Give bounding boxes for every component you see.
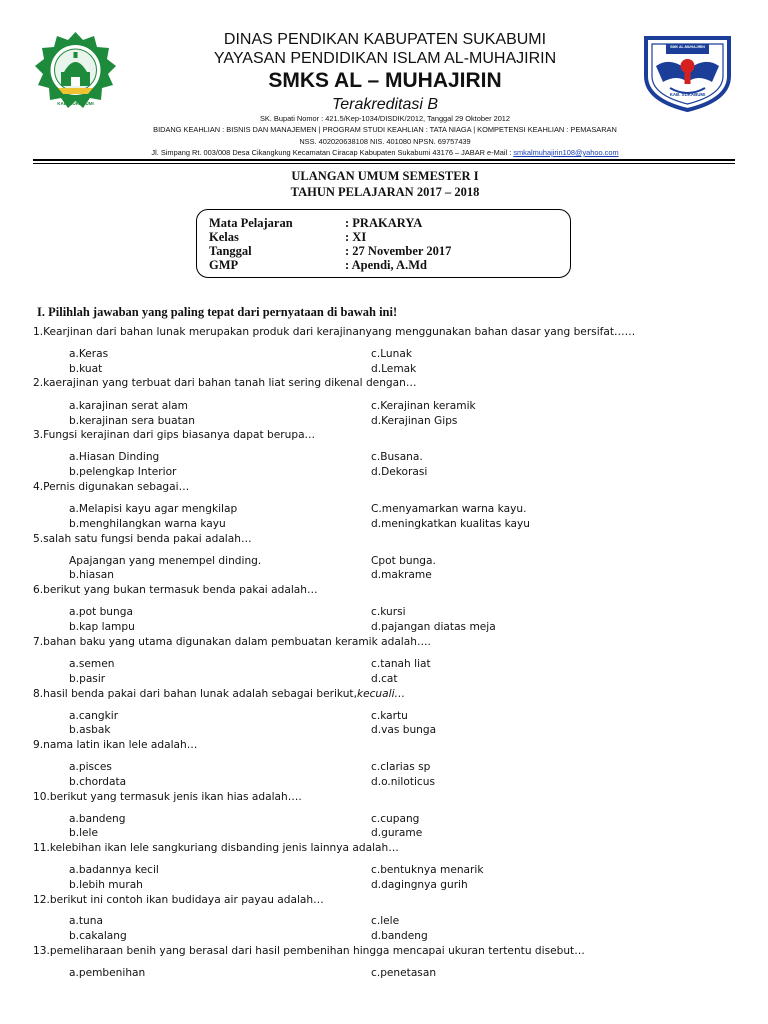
question-text: 7.bahan baku yang utama digunakan dalam pembuatan keramik adalah….: [33, 636, 431, 648]
option-a: a.bandeng: [69, 813, 126, 825]
exam-title: ULANGAN UMUM SEMESTER I: [291, 169, 479, 183]
option-d: d.dagingnya gurih: [371, 879, 468, 891]
option-c: c.penetasan: [371, 967, 437, 979]
option-c: c.Lunak: [371, 348, 412, 360]
option-b: b.lele: [69, 827, 99, 839]
exam-info-box: [196, 209, 571, 278]
option-a: a.Keras: [69, 348, 109, 360]
option-b: b.kerajinan sera buatan: [69, 415, 195, 427]
option-c: c.kartu: [371, 710, 408, 722]
option-a: a.pot bunga: [69, 606, 133, 618]
foundation-name: YAYASAN PENDIDIKAN ISLAM AL-MUHAJIRIN: [213, 50, 557, 67]
info-value: : 27 November 2017: [345, 244, 452, 258]
letterhead-rule-thick: [33, 159, 735, 161]
option-c: c.Busana.: [371, 451, 423, 463]
decree-line: SK. Bupati Nomor : 421.5/Kep-1034/DISDIK/2012, Tanggal 29 Oktober 2012: [259, 114, 511, 123]
question-text: 2.kaerajinan yang terbuat dari bahan tanah liat sering dikenal dengan…: [33, 377, 417, 389]
option-a: a.tuna: [69, 915, 103, 927]
info-value: : Apendi, A.Md: [345, 258, 427, 272]
option-d: d.makrame: [371, 569, 432, 581]
question-text: 11.kelebihan ikan lele sangkuriang disbanding jenis lainnya adalah…: [33, 842, 399, 854]
fields-line: BIDANG KEAHLIAN : BISNIS DAN MANAJEMEN | PROGRAM STUDI KEAHLIAN : TATA NIAGA | KOMPETENSI KEAHLIAN : PEMASARAN: [153, 125, 617, 134]
question-text: 1.Kearjinan dari bahan lunak merupakan produk dari kerajinanyang menggunakan bahan dasar yang bersifat……: [33, 326, 636, 338]
option-c: c.clarias sp: [371, 761, 431, 773]
right-logo-label: KAB. SUKABUMI: [669, 92, 706, 97]
section-instruction: I. Pilihlah jawaban yang paling tepat dari pernyataan di bawah ini!: [37, 305, 398, 319]
option-d: d.o.niloticus: [371, 776, 435, 788]
option-b: b.asbak: [69, 724, 111, 736]
option-d: d.meningkatkan kualitas kayu: [371, 518, 530, 530]
email-link[interactable]: smkalmuhajirin108@yahoo.com: [513, 148, 619, 157]
question-text: 6.berikut yang bukan termasuk benda pakai adalah…: [33, 584, 318, 596]
info-label: GMP: [209, 258, 239, 272]
question-text: [33, 688, 405, 700]
question-text: 3.Fungsi kerajinan dari gips biasanya dapat berupa…: [33, 429, 316, 441]
option-d: d.pajangan diatas meja: [371, 621, 496, 633]
option-c: c.tanah liat: [371, 658, 431, 670]
nss-line: NSS. 402020638108 NIS. 401080 NPSN. 69757439: [299, 137, 471, 146]
option-a: a.semen: [69, 658, 115, 670]
option-d: d.vas bunga: [371, 724, 437, 736]
option-b: b.pelengkap Interior: [69, 466, 177, 478]
option-c: c.bentuknya menarik: [371, 864, 484, 876]
smk-logo: [640, 32, 735, 112]
question-text: 10.berikut yang termasuk jenis ikan hias adalah….: [33, 791, 302, 803]
option-b: b.chordata: [69, 776, 127, 788]
option-b: b.kap lampu: [69, 621, 135, 633]
address-text: Jl. Simpang Rt. 003/008 Desa Cikangkung Kecamatan Ciracap Kabupaten Sukabumi 43176 – JABAR e-Mail :: [151, 148, 514, 157]
address-line: [60, 148, 710, 157]
info-value: : PRAKARYA: [345, 216, 423, 230]
letterhead-rule-thin: [33, 163, 735, 164]
option-d: d.Dekorasi: [371, 466, 428, 478]
info-label: Tanggal: [209, 244, 252, 258]
option-d: d.gurame: [371, 827, 423, 839]
info-value: : XI: [345, 230, 367, 244]
yayasan-logo: [33, 30, 118, 115]
option-a: a.Hiasan Dinding: [69, 451, 160, 463]
option-a: a.karajinan serat alam: [69, 400, 188, 412]
option-c: c.kursi: [371, 606, 406, 618]
option-c: c.Kerajinan keramik: [371, 400, 476, 412]
question-text: 13.pemeliharaan benih yang berasal dari hasil pembenihan hingga mencapai ukuran tertentu disebut…: [33, 945, 585, 957]
option-a: a.badannya kecil: [69, 864, 159, 876]
exam-year: TAHUN PELAJARAN 2017 – 2018: [290, 185, 480, 199]
option-d: d.Lemak: [371, 363, 417, 375]
option-a: a.pembenihan: [69, 967, 146, 979]
option-b: b.lebih murah: [69, 879, 143, 891]
option-c: c.cupang: [371, 813, 420, 825]
option-b: b.menghilangkan warna kayu: [69, 518, 226, 530]
option-a: a.pisces: [69, 761, 112, 773]
question-emphasis: kecuali…: [356, 688, 406, 700]
option-b: b.pasir: [69, 673, 106, 685]
option-a: Apajangan yang menempel dinding.: [69, 555, 262, 567]
agency-name: DINAS PENDIKAN KABUPATEN SUKABUMI: [223, 31, 547, 48]
option-d: d.bandeng: [371, 930, 428, 942]
option-b: b.hiasan: [69, 569, 114, 581]
right-logo-title: SMK AL-MUHAJIRIN: [670, 45, 705, 49]
question-main: 8.hasil benda pakai dari bahan lunak adalah sebagai berikut,: [33, 688, 357, 700]
option-d: d.Kerajinan Gips: [371, 415, 458, 427]
left-logo-label: KAB. SUKABUMI: [57, 101, 94, 106]
option-c: c.lele: [371, 915, 400, 927]
option-a: a.Melapisi kayu agar mengkilap: [69, 503, 238, 515]
info-label: Kelas: [209, 230, 239, 244]
option-c: Cpot bunga.: [371, 555, 436, 567]
option-b: b.kuat: [69, 363, 103, 375]
school-name: SMKS AL – MUHAJIRIN: [268, 69, 502, 92]
info-label: Mata Pelajaran: [209, 216, 293, 230]
question-text: 5.salah satu fungsi benda pakai adalah…: [33, 533, 252, 545]
question-text: 4.Pernis digunakan sebagai…: [33, 481, 190, 493]
question-text: 9.nama latin ikan lele adalah…: [33, 739, 198, 751]
accreditation: Terakreditasi B: [331, 96, 439, 113]
option-b: b.cakalang: [69, 930, 127, 942]
option-c: C.menyamarkan warna kayu.: [371, 503, 527, 515]
option-a: a.cangkir: [69, 710, 119, 722]
option-d: d.cat: [371, 673, 398, 685]
question-text: 12.berikut ini contoh ikan budidaya air payau adalah…: [33, 894, 324, 906]
